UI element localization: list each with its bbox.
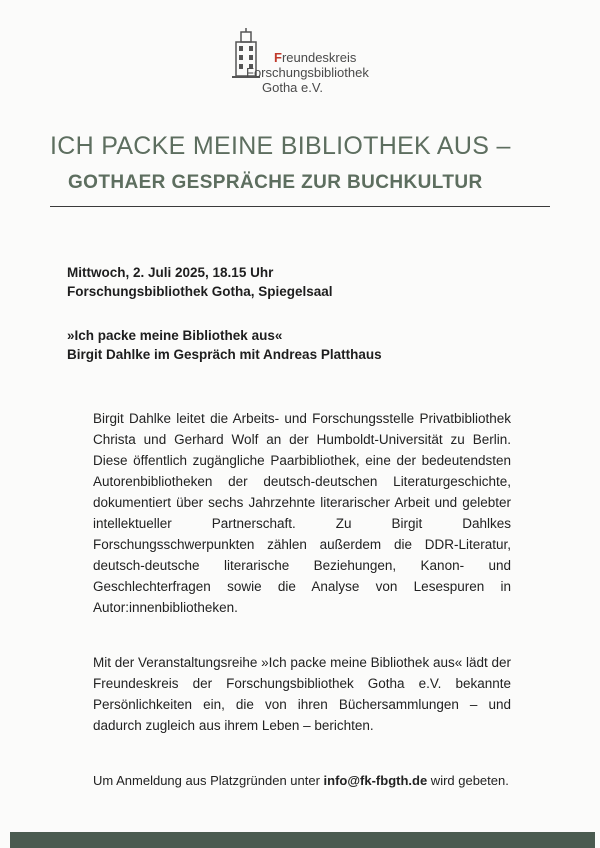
series-title: ICH PACKE MEINE BIBLIOTHEK AUS – — [50, 132, 511, 160]
speaker-bio-paragraph: Birgit Dahlke leitet die Arbeits- und Forschungsstelle Privatbibliothek Christa und Gerhard Wolf an der Humboldt-Universität zu Berlin. Diese öffentlich zugängliche Paarbibliothek, eine der bedeutendsten Autorenbibliotheken der deutsch-deutschen Literaturgeschichte, dokumentiert über sechs Jahrzehnte literarischer Arbeit und gelebter intellektueller Partnerschaft. Zu Birgit Dahlkes Forschungsschwerpunkten zählen außerdem die DDR-Literatur, deutsch-deutsche literarische Beziehungen, Kanon- und Geschlechterfragen sowie die Analyse von Lesespuren in Autor:innenbibliotheken. — [93, 411, 511, 615]
title-divider — [50, 206, 550, 207]
event-talk-title: »Ich packe meine Bibliothek aus« — [67, 328, 283, 343]
logo-initial: F — [274, 50, 282, 65]
event-location: Forschungsbibliothek Gotha, Spiegelsaal — [67, 284, 333, 299]
logo-line3: Gotha e.V. — [262, 80, 323, 95]
registration-text-end: wird gebeten. — [427, 773, 509, 788]
series-description-paragraph: Mit der Veranstaltungsreihe »Ich packe meine Bibliothek aus« lädt der Freundeskreis der Forschungsbibliothek Gotha e.V. bekannte Persönlichkeiten ein, die von ihren Büchersammlungen – und dadurch zugleich aus ihrem Leben – berichten. — [93, 655, 511, 733]
freundeskreis-logo — [228, 28, 378, 108]
series-subtitle: GOTHAER GESPRÄCHE ZUR BUCHKULTUR — [68, 172, 483, 193]
event-date-time: Mittwoch, 2. Juli 2025, 18.15 Uhr — [67, 265, 274, 280]
registration-note — [93, 770, 511, 791]
footer-bar — [10, 832, 595, 848]
registration-text: Um Anmeldung aus Platzgründen unter — [93, 773, 324, 788]
event-speakers: Birgit Dahlke im Gespräch mit Andreas Platthaus — [67, 347, 382, 362]
registration-email-link[interactable]: info@fk-fbgth.de — [323, 773, 428, 788]
logo-line1: reundeskreis — [281, 50, 357, 65]
logo-line2: Forschungsbibliothek — [246, 65, 369, 80]
